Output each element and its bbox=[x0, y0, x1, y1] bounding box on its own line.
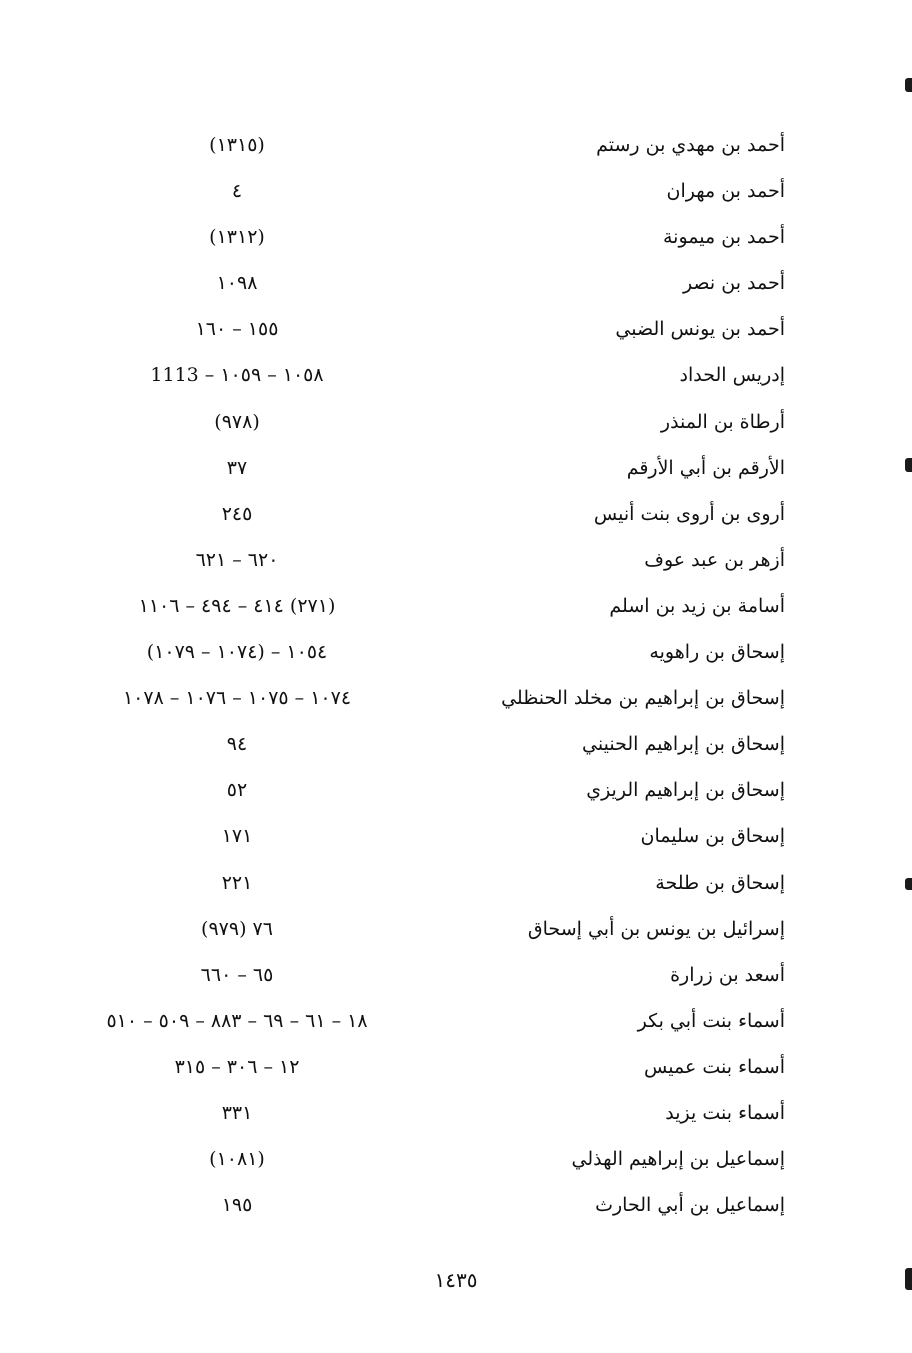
entry-name: أحمد بن يونس الضبي bbox=[615, 318, 785, 341]
entry-name: إسماعيل بن أبي الحارث bbox=[595, 1194, 785, 1217]
index-entry bbox=[0, 906, 912, 952]
entry-name: إسحاق بن إبراهيم الريزي bbox=[586, 779, 785, 802]
entry-pages: (١٠٨١) bbox=[209, 1148, 265, 1171]
entry-pages: ١٩٥ bbox=[221, 1194, 253, 1217]
index-entry bbox=[0, 998, 912, 1044]
entry-pages: ١٠٥٨ – ١٠٥٩ – 1113 bbox=[150, 364, 324, 387]
index-entry bbox=[0, 813, 912, 859]
index-entry bbox=[0, 1182, 912, 1228]
scan-edge-mark bbox=[905, 458, 912, 472]
entry-name: أحمد بن ميمونة bbox=[663, 226, 785, 249]
index-entry bbox=[0, 675, 912, 721]
entry-pages: ٦٥ – ٦٦٠ bbox=[200, 963, 274, 986]
entry-name: أسماء بنت عميس bbox=[644, 1055, 785, 1078]
entry-pages: ١٠٥٤ – (١٠٧٤ – ١٠٧٩) bbox=[146, 641, 328, 664]
index-entry bbox=[0, 122, 912, 168]
entry-pages: (٩٧٨) bbox=[214, 410, 260, 433]
index-entry bbox=[0, 399, 912, 445]
index-entry bbox=[0, 168, 912, 214]
index-entry bbox=[0, 952, 912, 998]
entry-name: إدريس الحداد bbox=[679, 364, 785, 387]
entry-name: إسحاق بن إبراهيم بن مخلد الحنظلي bbox=[501, 687, 785, 710]
entry-name: أسماء بنت يزيد bbox=[665, 1101, 785, 1124]
entry-pages: ٣٧ bbox=[226, 456, 248, 479]
scan-edge-mark bbox=[905, 78, 912, 92]
index-entry bbox=[0, 767, 912, 813]
entry-name: أحمد بن مهدي بن رستم bbox=[596, 134, 785, 156]
index-entry bbox=[0, 352, 912, 398]
entry-name: إسحاق بن راهويه bbox=[649, 641, 785, 664]
index-entry bbox=[0, 445, 912, 491]
entry-pages: ١٥٥ – ١٦٠ bbox=[195, 318, 279, 341]
entry-pages: ١٠٩٨ bbox=[216, 272, 258, 295]
index-entry bbox=[0, 537, 912, 583]
entry-name: أروى بن أروى بنت أنيس bbox=[593, 502, 785, 525]
entry-pages: (١٣١٥) bbox=[209, 134, 265, 156]
scan-edge-mark bbox=[905, 878, 912, 890]
entry-name: أسامة بن زيد بن اسلم bbox=[609, 594, 785, 617]
entry-name: أرطاة بن المنذر bbox=[660, 410, 785, 433]
entry-pages: ١٨ – ٦١ – ٦٩ – ٨٨٣ – ٥٠٩ – ٥١٠ bbox=[106, 1009, 368, 1032]
entry-pages: ١٢ – ٣٠٦ – ٣١٥ bbox=[174, 1055, 300, 1078]
index-entry bbox=[0, 306, 912, 352]
entry-name: الأرقم بن أبي الأرقم bbox=[626, 456, 785, 479]
index-entry bbox=[0, 860, 912, 906]
index-entry bbox=[0, 260, 912, 306]
entry-name: إسحاق بن إبراهيم الحنيني bbox=[582, 733, 785, 756]
entry-name: أزهر بن عبد عوف bbox=[644, 548, 785, 571]
entry-name: إسماعيل بن إبراهيم الهذلي bbox=[571, 1148, 785, 1171]
entry-name: إسرائيل بن يونس بن أبي إسحاق bbox=[527, 917, 785, 940]
entry-pages: ٩٤ bbox=[226, 733, 248, 756]
entry-pages: (٢٧١) ٤١٤ – ٤٩٤ – ١١٠٦ bbox=[138, 594, 336, 617]
entry-pages: ١٠٧٤ – ١٠٧٥ – ١٠٧٦ – ١٠٧٨ bbox=[122, 687, 352, 710]
entry-pages: ٦٢٠ – ٦٢١ bbox=[195, 548, 279, 571]
scan-edge-mark bbox=[905, 1268, 912, 1290]
entry-pages: ٥٢ bbox=[226, 779, 248, 802]
index-entry bbox=[0, 1136, 912, 1182]
entry-name: أحمد بن نصر bbox=[682, 272, 785, 295]
entry-pages: ٢٤٥ bbox=[221, 502, 253, 525]
page-number: ١٤٣٥ bbox=[434, 1268, 478, 1292]
index-entry bbox=[0, 629, 912, 675]
index-entry bbox=[0, 491, 912, 537]
entry-pages: ٤ bbox=[231, 180, 243, 203]
index-list bbox=[0, 122, 912, 1228]
index-entry bbox=[0, 721, 912, 767]
entry-pages: ٧٦ (٩٧٩) bbox=[201, 917, 273, 940]
entry-name: أسماء بنت أبي بكر bbox=[637, 1009, 785, 1032]
entry-pages: ٣٣١ bbox=[221, 1101, 253, 1124]
entry-pages: (١٣١٢) bbox=[209, 226, 265, 249]
index-entry bbox=[0, 1090, 912, 1136]
entry-name: إسحاق بن طلحة bbox=[655, 871, 785, 894]
entry-name: أسعد بن زرارة bbox=[670, 963, 785, 986]
entry-pages: ٢٢١ bbox=[221, 871, 253, 894]
entry-name: أحمد بن مهران bbox=[666, 180, 785, 203]
index-entry bbox=[0, 583, 912, 629]
entry-pages: ١٧١ bbox=[221, 825, 253, 848]
index-entry bbox=[0, 214, 912, 260]
entry-name: إسحاق بن سليمان bbox=[640, 825, 785, 848]
index-entry bbox=[0, 1044, 912, 1090]
